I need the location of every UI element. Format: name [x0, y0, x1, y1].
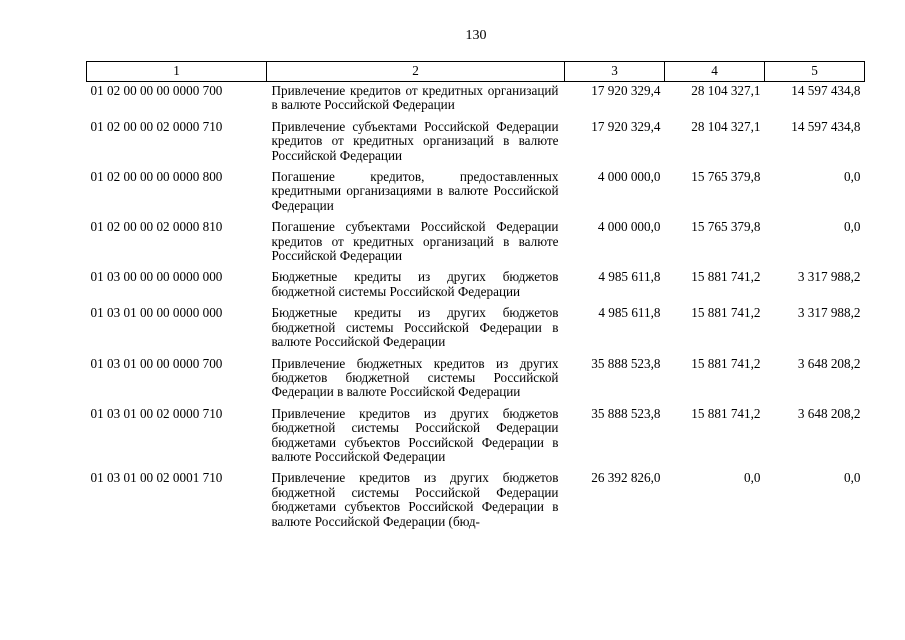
table-row [87, 407, 865, 472]
amount-col3-cell: 26 392 826,0 [591, 470, 661, 486]
item-name-cell: Привлечение кредитов от кредитных организаций в валюте Российской Федерации [271, 83, 559, 113]
amount-col5-cell: 3 648 208,2 [797, 405, 861, 421]
amount-col4-cell: 0,0 [744, 470, 761, 486]
item-name-cell: Привлечение субъектами Российской Федерации кредитов от кредитных организаций в валюте Российской Федерации [271, 118, 559, 163]
amount-col4-cell: 15 765 379,8 [691, 219, 761, 235]
item-name-cell: Привлечение кредитов из других бюджетов бюджетной системы Российской Федерации бюджетами субъектов Российской Федерации в валюте Российской Федерации [271, 405, 559, 464]
amount-col3-cell: 4 985 611,8 [598, 305, 661, 321]
amount-col5-cell: 0,0 [844, 219, 861, 235]
item-name-cell: Погашение субъектами Российской Федерации кредитов от кредитных организаций в валюте Российской Федерации [271, 219, 559, 264]
amount-col4-cell: 15 881 741,2 [691, 355, 761, 371]
amount-col5-cell: 14 597 434,8 [791, 83, 861, 98]
amount-col3-cell: 4 000 000,0 [597, 169, 661, 185]
amount-col4-cell: 15 881 741,2 [691, 269, 761, 285]
column-header-2: 2 [267, 62, 565, 82]
item-name-cell: Погашение кредитов, предоставленных кредитными организациями в валюте Российской Федерации [271, 169, 559, 213]
table-row [87, 357, 865, 407]
amount-col5-cell: 0,0 [844, 169, 861, 185]
table-row [87, 170, 865, 220]
table-row [87, 471, 865, 536]
page-number: 130 [465, 28, 487, 43]
table-row [87, 306, 865, 356]
amount-col5-cell: 3 317 988,2 [797, 269, 861, 285]
budget-code-cell: 01 02 00 00 02 0000 810 [90, 219, 223, 235]
amount-col5-cell: 0,0 [844, 470, 861, 486]
column-header-4: 4 [665, 62, 765, 82]
amount-col5-cell: 14 597 434,8 [791, 118, 861, 134]
table-row [87, 82, 865, 120]
amount-col3-cell: 35 888 523,8 [591, 405, 661, 421]
budget-code-cell: 01 03 00 00 00 0000 000 [90, 269, 223, 285]
column-header-3: 3 [565, 62, 665, 82]
table-row [87, 120, 865, 170]
item-name-cell: Привлечение кредитов из других бюджетов бюджетной системы Российской Федерации бюджетами субъектов Российской Федерации в валюте Российской Федерации (бюд- [271, 470, 559, 529]
column-header-1: 1 [87, 62, 267, 82]
table-row [87, 270, 865, 306]
amount-col3-cell: 4 000 000,0 [597, 219, 661, 235]
item-name-cell: Бюджетные кредиты из других бюджетов бюджетной системы Российской Федерации [271, 269, 559, 299]
amount-col3-cell: 17 920 329,4 [591, 83, 661, 98]
amount-col3-cell: 17 920 329,4 [591, 118, 661, 134]
amount-col4-cell: 15 765 379,8 [691, 169, 761, 185]
table-row [87, 220, 865, 270]
budget-code-cell: 01 03 01 00 00 0000 000 [90, 305, 223, 321]
amount-col5-cell: 3 317 988,2 [797, 305, 861, 321]
amount-col5-cell: 3 648 208,2 [797, 355, 861, 371]
amount-col4-cell: 28 104 327,1 [691, 83, 761, 98]
column-header-5: 5 [765, 62, 865, 82]
amount-col3-cell: 4 985 611,8 [598, 269, 661, 285]
item-name-cell: Привлечение бюджетных кредитов из других бюджетов бюджетной системы Российской Федерации в валюте Российской Федерации [271, 355, 559, 400]
amount-col4-cell: 15 881 741,2 [691, 405, 761, 421]
budget-sources-table [86, 61, 865, 536]
amount-col4-cell: 15 881 741,2 [691, 305, 761, 321]
amount-col3-cell: 35 888 523,8 [591, 355, 661, 371]
budget-code-cell: 01 02 00 00 00 0000 800 [90, 169, 223, 185]
table-header-row [87, 62, 865, 82]
item-name-cell: Бюджетные кредиты из других бюджетов бюджетной системы Российской Федерации в валюте Российской Федерации [271, 305, 559, 350]
amount-col4-cell: 28 104 327,1 [691, 118, 761, 134]
budget-code-cell: 01 03 01 00 02 0000 710 [90, 405, 223, 421]
budget-code-cell: 01 02 00 00 02 0000 710 [90, 118, 223, 134]
budget-code-cell: 01 03 01 00 02 0001 710 [90, 470, 223, 486]
budget-code-cell: 01 03 01 00 00 0000 700 [90, 355, 223, 371]
budget-code-cell: 01 02 00 00 00 0000 700 [90, 83, 223, 98]
